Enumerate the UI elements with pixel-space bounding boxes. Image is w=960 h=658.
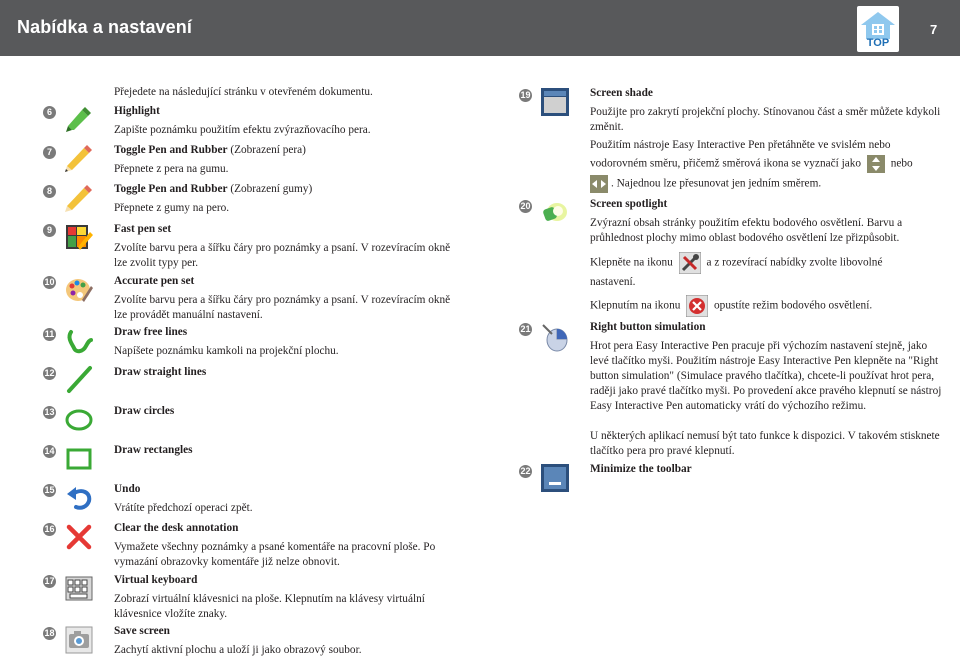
screen-shade-icon[interactable] [540,87,570,117]
item-number: 6 [43,106,56,119]
item-desc: Zachytí aktivní plochu a uloží ji jako obrazový soubor. [114,644,362,656]
item-desc: Klepněte na ikonu [590,256,673,269]
item-desc: Zobrazí virtuální klávesnici na ploše. Klepnutím na klávesy virtuální klávesnice vložíte znaky. [114,593,425,620]
item-number: 9 [43,224,56,237]
horizontal-arrow-icon [590,175,608,193]
close-icon[interactable] [686,295,708,317]
keyboard-icon[interactable] [64,573,94,603]
mouse-icon[interactable] [540,322,570,352]
item-title-suffix: (Zobrazení pera) [227,144,306,156]
item-number: 16 [44,524,55,534]
item-title: Toggle Pen and Rubber [114,144,228,156]
item-number: 15 [44,485,55,495]
item-title: Accurate pen set [114,275,195,287]
vertical-arrow-icon [867,155,885,173]
circle-icon[interactable] [64,404,94,434]
top-label: TOP [866,37,890,49]
item-desc: Napíšete poznámku kamkoli na projekční plochu. [114,345,339,357]
item-desc: Zapište poznámku použitím efektu zvýrazňovacího pera. [114,124,371,136]
item-number: 14 [44,446,55,456]
eraser-pen-icon[interactable] [64,183,94,213]
item-title: Draw free lines [114,326,188,338]
item-title: Undo [114,483,141,495]
item-desc: Použitím nástroje Easy Interactive Pen přetáhněte ve svislém nebo [590,139,891,151]
item-desc: vodorovném směru, přičemž směrová ikona se vyznačí jako [590,157,862,170]
item-title: Clear the desk annotation [114,522,239,534]
item-number: 21 [520,324,531,334]
item-desc: opustíte režim bodového osvětlení. [714,299,873,312]
item-number: 7 [43,146,56,159]
fast-pen-set-icon[interactable] [64,222,94,252]
item-desc: Vrátíte předchozí operaci zpět. [114,502,253,514]
highlighter-icon[interactable] [64,104,94,134]
item-desc: Zvolíte barvu pera a šířku čáry pro poznámky a psaní. V rozevíracím okně lze provádět manuální nastavení. [114,294,451,321]
item-number: 22 [520,466,531,476]
item-desc: . Najednou lze přesunovat jen jedním směrem. [611,177,822,190]
item-title: Fast pen set [114,223,172,235]
item-title: Highlight [114,105,160,117]
item-title: Right button simulation [590,321,706,333]
item-desc: U některých aplikací nemusí být tato funkce k dispozici. V takovém stisknete tlačítko pera pro pravé klepnutí. [590,430,940,457]
item-number: 13 [44,407,55,417]
item-desc: Zvolíte barvu pera a šířku čáry pro poznámky a psaní. V rozevíracím okně lze zvolit typy per. [114,242,451,269]
item-title: Draw rectangles [114,444,193,456]
item-number: 18 [44,628,55,638]
item-number: 17 [44,576,55,586]
item-number: 12 [44,368,55,378]
camera-icon[interactable] [64,625,94,655]
item-desc: Vymažete všechny poznámky a psané komentáře na pracovní ploše. Po vymazání obrazovky komentáře již nelze obnovit. [114,541,436,568]
item-desc: Klepnutím na ikonu [590,299,681,312]
rectangle-icon[interactable] [64,443,94,473]
item-desc: Přepnete z gumy na pero. [114,202,230,214]
item-title: Draw circles [114,405,175,417]
item-desc: a z rozevírací nabídky zvolte libovolné [706,256,883,269]
item-title: Draw straight lines [114,366,207,378]
item-title: Toggle Pen and Rubber [114,183,228,195]
item-number: 11 [44,329,55,339]
item-number: 20 [520,201,531,211]
palette-icon[interactable] [64,274,94,304]
minimize-icon[interactable] [540,463,570,493]
item-number: 19 [520,90,531,100]
header-bar [0,0,960,56]
item-desc: Použijte pro zakrytí projekční plochy. Stínovanou část a směr můžete kdykoli změnit. [590,106,941,133]
item-desc: Hrot pera Easy Interactive Pen pracuje při výchozím nastavení stejně, jako levé tlačítko myši. Použitím nástroje Easy Interactive Pen klepněte na "Right button simulation" (Simulace pravého tlačítka), chcete-li používat hrot pera, raději jako pravé tlačítko myši. Po provedení akce pravého klepnutí se nástroj Easy Interactive Pen automaticky vrátí do výchozího režimu. [590,340,942,412]
intro-text: Přejedete na následující stránku v otevřeném dokumentu. [114,86,373,98]
item-number: 10 [44,277,55,287]
item-title-suffix: (Zobrazení gumy) [227,183,313,195]
page-title: Nabídka a nastavení [17,17,192,37]
item-title: Minimize the toolbar [590,463,692,475]
page-number: 7 [930,22,938,37]
item-desc: Přepnete z pera na gumu. [114,163,229,175]
free-line-icon[interactable] [64,326,94,356]
item-desc: nastavení. [590,276,636,288]
top-button[interactable] [857,6,899,52]
clear-icon[interactable] [64,521,94,551]
pen-icon[interactable] [64,143,94,173]
tools-icon[interactable] [679,252,701,274]
straight-line-icon[interactable] [64,364,94,394]
item-title: Virtual keyboard [114,574,198,586]
item-desc: Zvýrazní obsah stránky použitím efektu bodového osvětlení. Barvu a průhlednost plochy mimo oblast bodového osvětlení lze přizpůsobit. [590,217,903,244]
item-desc: nebo [890,157,913,170]
item-number: 8 [43,185,56,198]
item-title: Screen shade [590,87,653,99]
undo-icon[interactable] [64,482,94,512]
item-title: Save screen [114,625,170,637]
spotlight-icon[interactable] [540,198,570,228]
item-title: Screen spotlight [590,198,668,210]
